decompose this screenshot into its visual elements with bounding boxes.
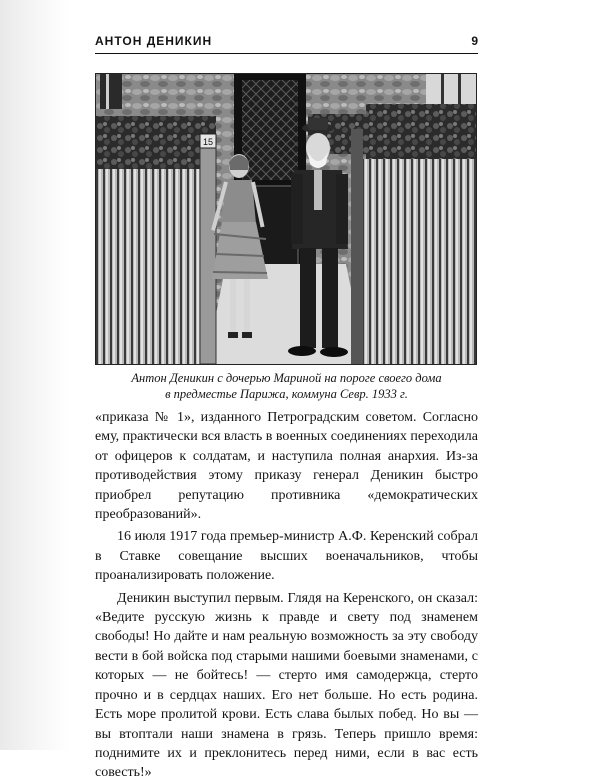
photograph bbox=[95, 73, 477, 365]
fence-right bbox=[358, 159, 476, 364]
caption-line: Антон Деникин с дочерью Мариной на пороге своего дома bbox=[131, 371, 442, 385]
paragraph: 16 июля 1917 года премьер-министр А.Ф. Керенский собрал в Ставке совещание высших военачальников, чтобы проанализировать положение. bbox=[95, 529, 478, 584]
running-header bbox=[95, 34, 478, 48]
figure-caption bbox=[95, 370, 478, 402]
page-number: 9 bbox=[471, 34, 478, 48]
window bbox=[100, 74, 122, 109]
fence-left bbox=[96, 169, 204, 364]
running-title: АНТОН ДЕНИКИН bbox=[95, 34, 213, 48]
gate-post bbox=[200, 134, 216, 364]
door-grill bbox=[242, 80, 298, 180]
paragraph: «приказа № 1», изданного Петроградским советом. Согласно ему, практически вся власть в военных соединениях переходила от офицеров к солдатам, и наступила полная анархия. Из-за противодействия этому приказу генерал Деникин быстро приобрел репутацию противника «демократических преобразований». bbox=[95, 410, 478, 523]
gate-post-right bbox=[351, 129, 363, 364]
caption-line: в предместье Парижа, коммуна Севр. 1933 г. bbox=[165, 387, 408, 401]
paragraph: Деникин выступил первым. Глядя на Керенского, он сказал: «Ведите русскую жизнь к правде и свету под знаменем свободы! Но дайте и нам реальную возможность за эту свободу вести в бой войска под старыми нашими боевыми знаменами, с которых — не бойтесь! — стерто имя самодержца, стерто прочно и в сердцах наших. Его нет больше. Но есть родина. Есть море пролитой крови. Есть слава былых побед. Но вы — вы втоптали наши знамена в грязь. Теперь пришло время: поднимите их и преклонитесь перед ними, если в вас есть совесть!» bbox=[95, 590, 478, 781]
header-rule bbox=[95, 53, 478, 54]
photograph-drawing bbox=[96, 74, 476, 364]
ivy-left bbox=[96, 116, 216, 176]
window bbox=[426, 74, 476, 104]
body-text bbox=[95, 408, 478, 783]
house-number: 15 bbox=[202, 137, 214, 147]
